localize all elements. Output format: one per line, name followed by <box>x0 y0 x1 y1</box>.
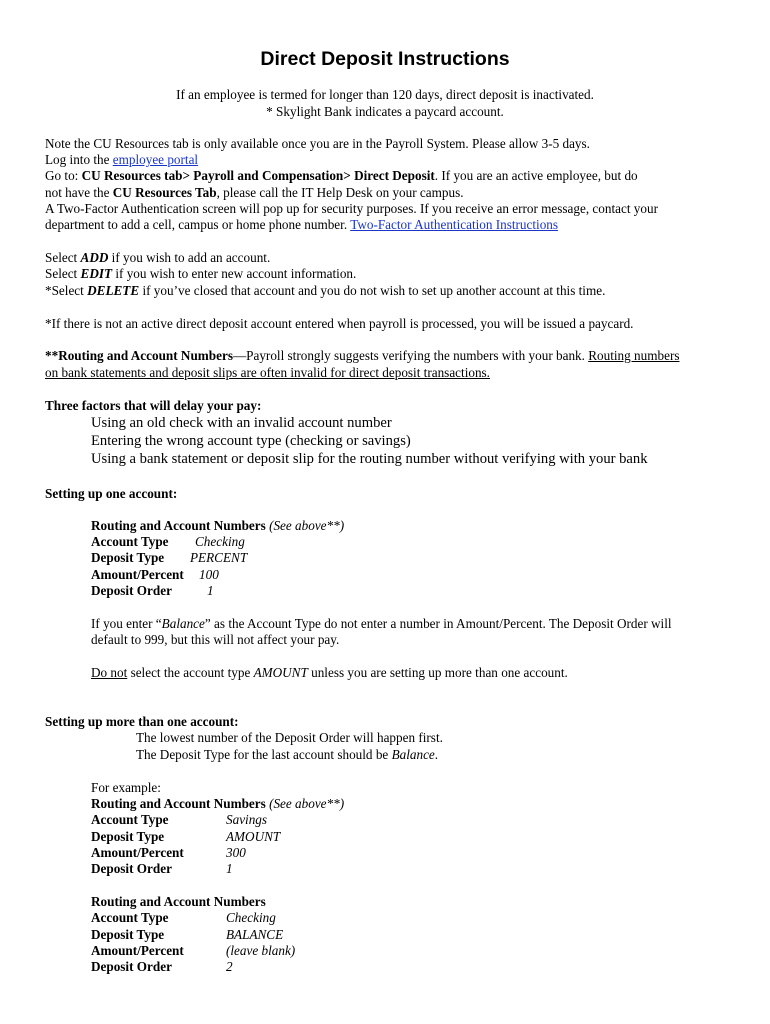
one-account-heading: Setting up one account: <box>45 486 178 501</box>
select-delete-line: *Select DELETE if you’ve closed that account and you do not wish to set up another account at this time. <box>45 283 606 298</box>
select-add-line: Select ADD if you wish to add an account. <box>45 250 271 265</box>
field-label: Account Type <box>91 534 169 549</box>
paycard-note: *If there is not an active direct deposit account entered when payroll is processed, you will be issued a paycard. <box>45 316 634 331</box>
note-line-5: A Two-Factor Authentication screen will pop up for security purposes. If you receive an error message, contact your <box>45 201 658 216</box>
field-value: BALANCE <box>226 927 284 942</box>
example-label: For example: <box>91 780 161 795</box>
routing-note-line-1: **Routing and Account Numbers—Payroll strongly suggests verifying the numbers with your bank. Routing numbers <box>45 348 680 363</box>
goto-path: CU Resources tab> Payroll and Compensation> Direct Deposit <box>81 168 435 183</box>
field-label: Amount/Percent <box>91 943 184 958</box>
amount-warning: Do not select the account type AMOUNT unless you are setting up more than one account. <box>91 665 568 680</box>
field-label: Account Type <box>91 910 169 925</box>
field-label: Deposit Order <box>91 959 172 974</box>
field-value: 100 <box>199 567 219 582</box>
balance-note-line-1: If you enter “Balance” as the Account Type do not enter a number in Amount/Percent. The Deposit Order will <box>91 616 672 631</box>
employee-portal-link[interactable]: employee portal <box>112 152 199 167</box>
field-label: Deposit Type <box>91 829 165 844</box>
field-value: AMOUNT <box>226 829 281 844</box>
note-line-6: department to add a cell, campus or home phone number. Two-Factor Authentication Instructions <box>45 217 559 232</box>
field-value: Checking <box>226 910 276 925</box>
field-label: Amount/Percent <box>91 567 184 582</box>
field-value: PERCENT <box>190 550 248 565</box>
field-label: Account Type <box>91 812 169 827</box>
field-label: Deposit Order <box>91 583 172 598</box>
note-line-4: not have the CU Resources Tab, please call the IT Help Desk on your campus. <box>45 185 464 200</box>
field-value: 1 <box>226 861 233 876</box>
field-label: Deposit Type <box>91 550 165 565</box>
balance-note-line-2: default to 999, but this will not affect your pay. <box>91 632 340 647</box>
delay-item: Entering the wrong account type (checking or savings) <box>91 433 411 449</box>
routing-note-line-2: on bank statements and deposit slips are often invalid for direct deposit transactions. <box>45 365 490 380</box>
example2-routing: Routing and Account Numbers <box>91 894 266 909</box>
field-label: Amount/Percent <box>91 845 184 860</box>
field-value: Checking <box>195 534 245 549</box>
multi-account-line-1: The lowest number of the Deposit Order will happen first. <box>136 730 443 745</box>
page-title: Direct Deposit Instructions <box>260 48 510 70</box>
field-value: 1 <box>207 583 214 598</box>
example1-routing: Routing and Account Numbers (See above**) <box>91 796 345 811</box>
two-factor-instructions-link[interactable]: Two-Factor Authentication Instructions <box>350 217 559 232</box>
multi-account-heading: Setting up more than one account: <box>45 714 239 729</box>
note-line-1: Note the CU Resources tab is only available once you are in the Payroll System. Please allow 3-5 days. <box>45 136 590 151</box>
field-label: Deposit Type <box>91 927 165 942</box>
field-value: 300 <box>226 845 246 860</box>
delay-item: Using an old check with an invalid account number <box>91 415 392 431</box>
field-value: Savings <box>226 812 268 827</box>
field-value: (leave blank) <box>226 943 296 958</box>
intro-line-2: * Skylight Bank indicates a paycard account. <box>266 104 504 119</box>
delay-heading: Three factors that will delay your pay: <box>45 398 262 413</box>
goto-line: Go to: CU Resources tab> Payroll and Compensation> Direct Deposit. If you are an active employee, but do <box>45 168 638 183</box>
one-account-routing: Routing and Account Numbers (See above**) <box>91 518 345 533</box>
select-edit-line: Select EDIT if you wish to enter new account information. <box>45 266 357 281</box>
intro-line-1: If an employee is termed for longer than 120 days, direct deposit is inactivated. <box>176 87 594 102</box>
field-value: 2 <box>226 959 233 974</box>
field-label: Deposit Order <box>91 861 172 876</box>
delay-item: Using a bank statement or deposit slip for the routing number without verifying with your bank <box>91 451 648 467</box>
multi-account-line-2: The Deposit Type for the last account should be Balance. <box>136 747 439 762</box>
login-line: Log into the employee portal <box>45 152 199 167</box>
